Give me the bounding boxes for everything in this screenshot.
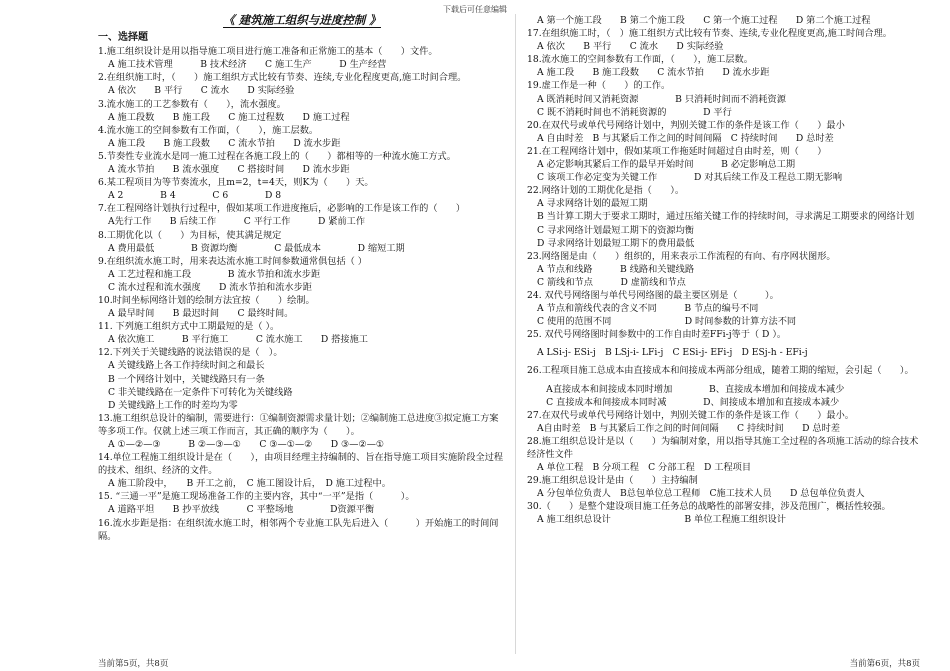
question-text: 25. 双代号网络图时间参数中的工作自由时差FFi-j等于（ D ）。 xyxy=(527,329,787,341)
answer-options: A 必定影响其紧后工作的最早开始时间 B 必定影响总工期 xyxy=(537,159,796,171)
question-text: 13.施工组织总设计的编制，需要进行：①编制资源需求量计划；②编制施工总进度③拟定施工方案等多项工作。仅就上述三项工作而言，其正确的顺序为（ ）。 xyxy=(98,412,499,437)
answer-options: A 费用最低 B 资源均衡 C 最低成本 D 缩短工期 xyxy=(108,242,405,254)
answer-options: A LSi-j- ESi-j B LSj-i- LFi-j C ESi-j- EFi-j D ESj-h - EFi-j xyxy=(537,347,808,359)
question-text: 26.工程项目施工总成本由直接成本和间接成本两部分组成，随着工期的缩短，会引起（ ）。 xyxy=(527,365,914,377)
answer-options: A 依次 B 平行 C 流水 D 实际经验 xyxy=(537,41,724,53)
answer-options: A 自由时差 B 与其紧后工作之间的时间间隔 C 持续时间 D 总时差 xyxy=(537,132,834,144)
question-text: 28.施工组织总设计是以（ ）为编制对象，用以指导其施工全过程的各项施工活动的综合技术经济性文件 xyxy=(527,435,919,460)
question-text: 1.施工组织设计是用以指导施工项目进行施工准备和正常施工的基本（ ）文件。 xyxy=(98,46,438,58)
question-text: 7.在工程网络计划执行过程中，假如某项工作进度拖后，必影响的工作是该工作的（ ） xyxy=(98,203,466,215)
answer-options: A 寻求网络计划的最短工期 xyxy=(537,198,648,210)
answer-options: A 施工段数 B 施工段 C 施工过程数 D 施工过程 xyxy=(108,111,350,123)
answer-options: C 直接成本和间接成本同时减 D、间接成本增加和直接成本减少 xyxy=(537,396,840,408)
answer-options: A ①—②—③ B ②—③—① C ③—①—② D ③—②—① xyxy=(108,439,385,450)
question-text: 4.流水施工的空间参数有工作面，（ ），施工层数。 xyxy=(98,124,319,136)
answer-options: A 施工段 B 施工段数 C 流水节拍 D 流水步距 xyxy=(537,67,770,79)
question-text: 29.施工组织总设计是由（ ）主持编制 xyxy=(527,475,698,487)
question-text: 23.网络图是由（ ）组织的，用来表示工作流程的有向、有序网状图形。 xyxy=(527,250,836,262)
question-text: 17.在组织施工时，（ ）施工组织方式比较有节奏、连续,专业化程度更高,施工时间合理。 xyxy=(527,28,892,40)
answer-options: C 非关键线路在一定条件下可转化为关键线路 xyxy=(108,386,293,398)
answer-options: A先行工作 B 后续工作 C 平行工作 D 紧前工作 xyxy=(108,216,366,228)
question-text: 2.在组织施工时，（ ）施工组织方式比较有节奏、连续,专业化程度更高,施工时间合理。 xyxy=(98,72,467,84)
left-question-list xyxy=(98,45,506,543)
answer-options: A直接成本和间接成本同时增加 B、直接成本增加和间接成本减少 xyxy=(537,383,845,395)
answer-options: A 单位工程 B 分项工程 C 分部工程 D 工程项目 xyxy=(537,462,752,474)
answer-options: A 依次 B 平行 C 流水 D 实际经验 xyxy=(108,85,295,97)
answer-options: A 第一个施工段 B 第二个施工段 C 第一个施工过程 D 第二个施工过程 xyxy=(537,15,871,26)
answer-options: A 施工阶段中， B 开工之前， C 施工图设计后， D 施工过程中。 xyxy=(108,478,391,490)
answer-options: A自由时差 B 与其紧后工作之间的时间间隔 C 持续时间 D 总时差 xyxy=(537,422,840,434)
question-text: 3.流水施工的工艺参数有（ ），流水强度。 xyxy=(98,98,286,110)
answer-options: C 使用的范围不同 D 时间参数的计算方法不同 xyxy=(537,316,797,328)
question-text: 9.在组织流水施工时，用来表达流水施工时间参数通常俱包括（ ） xyxy=(98,255,367,267)
answer-options: D 寻求网络计划最短工期下的费用最低 xyxy=(537,237,695,249)
answer-options: A 施工段 B 施工段数 C 流水节拍 D 流水步距 xyxy=(108,137,341,149)
question-text: 11. 下列施工组织方式中工期最短的是（ ）。 xyxy=(98,321,280,333)
left-page xyxy=(98,14,506,543)
document-title: 《 建筑施工组织与进度控制 》 xyxy=(223,13,381,27)
answer-options: A 工艺过程和施工段 B 流水节拍和流水步距 xyxy=(108,268,321,280)
answer-options: A 最早时间 B 最迟时间 C 最终时间。 xyxy=(108,308,294,320)
answer-options: A 节点和线路 B 线路和关键线路 xyxy=(537,263,695,275)
question-text: 5.节奏性专业流水是同一施工过程在各施工段上的（ ）都相等的一种流水施工方式。 xyxy=(98,150,456,162)
page-footer-right: 当前第6页，共8页 xyxy=(849,659,920,669)
answer-options: A 2 B 4 C 6 D 8 xyxy=(108,190,282,202)
question-text: 12.下列关于关键线路的说法错误的是（ ）。 xyxy=(98,347,283,359)
question-text: 27.在双代号或单代号网络计划中，判别关键工作的条件是该工作（ ）最小。 xyxy=(527,409,854,421)
answer-options: A 关键线路上各工作持续时间之和最长 xyxy=(108,360,265,372)
question-text: 16.流水步距是指：在组织流水施工时，相邻两个专业施工队先后进入（ ）开始施工的时间间隔。 xyxy=(98,517,499,542)
right-question-list xyxy=(527,14,927,527)
question-text: 20.在双代号或单代号网络计划中，判别关键工作的条件是该工作（ ）最小 xyxy=(527,119,845,131)
answer-options: A 分包单位负责人 B总包单位总工程师 C施工技术人员 D 总包单位负责人 xyxy=(537,488,865,500)
answer-options: A 施工技术管理 B 技术经济 C 施工生产 D 生产经营 xyxy=(108,59,387,71)
answer-options: B 当计算工期大于要求工期时，通过压缩关键工作的持续时间，寻求满足工期要求的网络计划 xyxy=(537,211,915,223)
answer-options: A 道路平坦 B 抄平放线 C 平整场地 D资源平衡 xyxy=(108,504,375,516)
question-text: 19.虚工作是一种（ ）的工作。 xyxy=(527,80,671,92)
answer-options: A 既消耗时间又消耗资源 B 只消耗时间而不消耗资源 xyxy=(537,93,786,105)
question-text: 22.网络计划的工期优化是指（ ）。 xyxy=(527,185,685,197)
question-text: 30.（ ）是整个建设项目施工任务总的战略性的部署安排，涉及范围广，概括性较强。 xyxy=(527,501,891,513)
answer-options: A 流水节拍 B 流水强度 C 搭接时间 D 流水步距 xyxy=(108,164,350,176)
question-text: 21.在工程网络计划中，假如某项工作拖延时间超过自由时差，则（ ） xyxy=(527,145,827,157)
answer-options: C 该项工作必定变为关键工作 D 对其后续工作及工程总工期无影响 xyxy=(537,172,843,184)
right-page xyxy=(527,14,927,527)
answer-options: D 关键线路上工作的时差均为零 xyxy=(108,399,238,411)
header-note: 下载后可任意编辑 xyxy=(443,5,507,14)
question-text: 10.时间坐标网络计划的绘制方法宜按（ ）绘制。 xyxy=(98,294,315,306)
question-text: 8.工期优化以（ ）为目标，使其满足规定 xyxy=(98,229,282,241)
section-heading: 一、选择题 xyxy=(98,32,148,44)
answer-options: A 依次施工 B 平行施工 C 流水施工 D 搭接施工 xyxy=(108,334,368,346)
question-text: 24. 双代号网络图与单代号网络图的最主要区别是（ ）。 xyxy=(527,289,779,301)
question-text: 15. “三通一平”是施工现场准备工作的主要内容，其中“一平”是指（ ）。 xyxy=(98,491,415,503)
answer-options: A 节点和箭线代表的含义不同 B 节点的编号不同 xyxy=(537,303,759,315)
answer-options: B 一个网络计划中，关键线路只有一条 xyxy=(108,373,265,385)
question-text: 6.某工程项目为等节奏流水，且m=2，t=4天，则K为（ ）天。 xyxy=(98,177,374,189)
page-footer-left: 当前第5页，共8页 xyxy=(98,659,169,669)
answer-options: C 箭线和节点 D 虚箭线和节点 xyxy=(537,276,686,288)
answer-options: C 寻求网络计划最短工期下的资源均衡 xyxy=(537,224,694,236)
question-text: 18.流水施工的空间参数有工作面，（ ），施工层数。 xyxy=(527,54,753,66)
answer-options: A 施工组织总设计 B 单位工程施工组织设计 xyxy=(537,514,786,526)
question-text: 14.单位工程施工组织设计是在（ ），由项目经理主持编制的、旨在指导施工项目实施阶段全过程的技术、组织、经济的文件。 xyxy=(98,452,504,477)
answer-options: C 既不消耗时间也不消耗资源的 D 平行 xyxy=(537,106,732,118)
page-divider xyxy=(515,14,516,654)
answer-options: C 流水过程和流水强度 D 流水节拍和流水步距 xyxy=(108,281,312,293)
